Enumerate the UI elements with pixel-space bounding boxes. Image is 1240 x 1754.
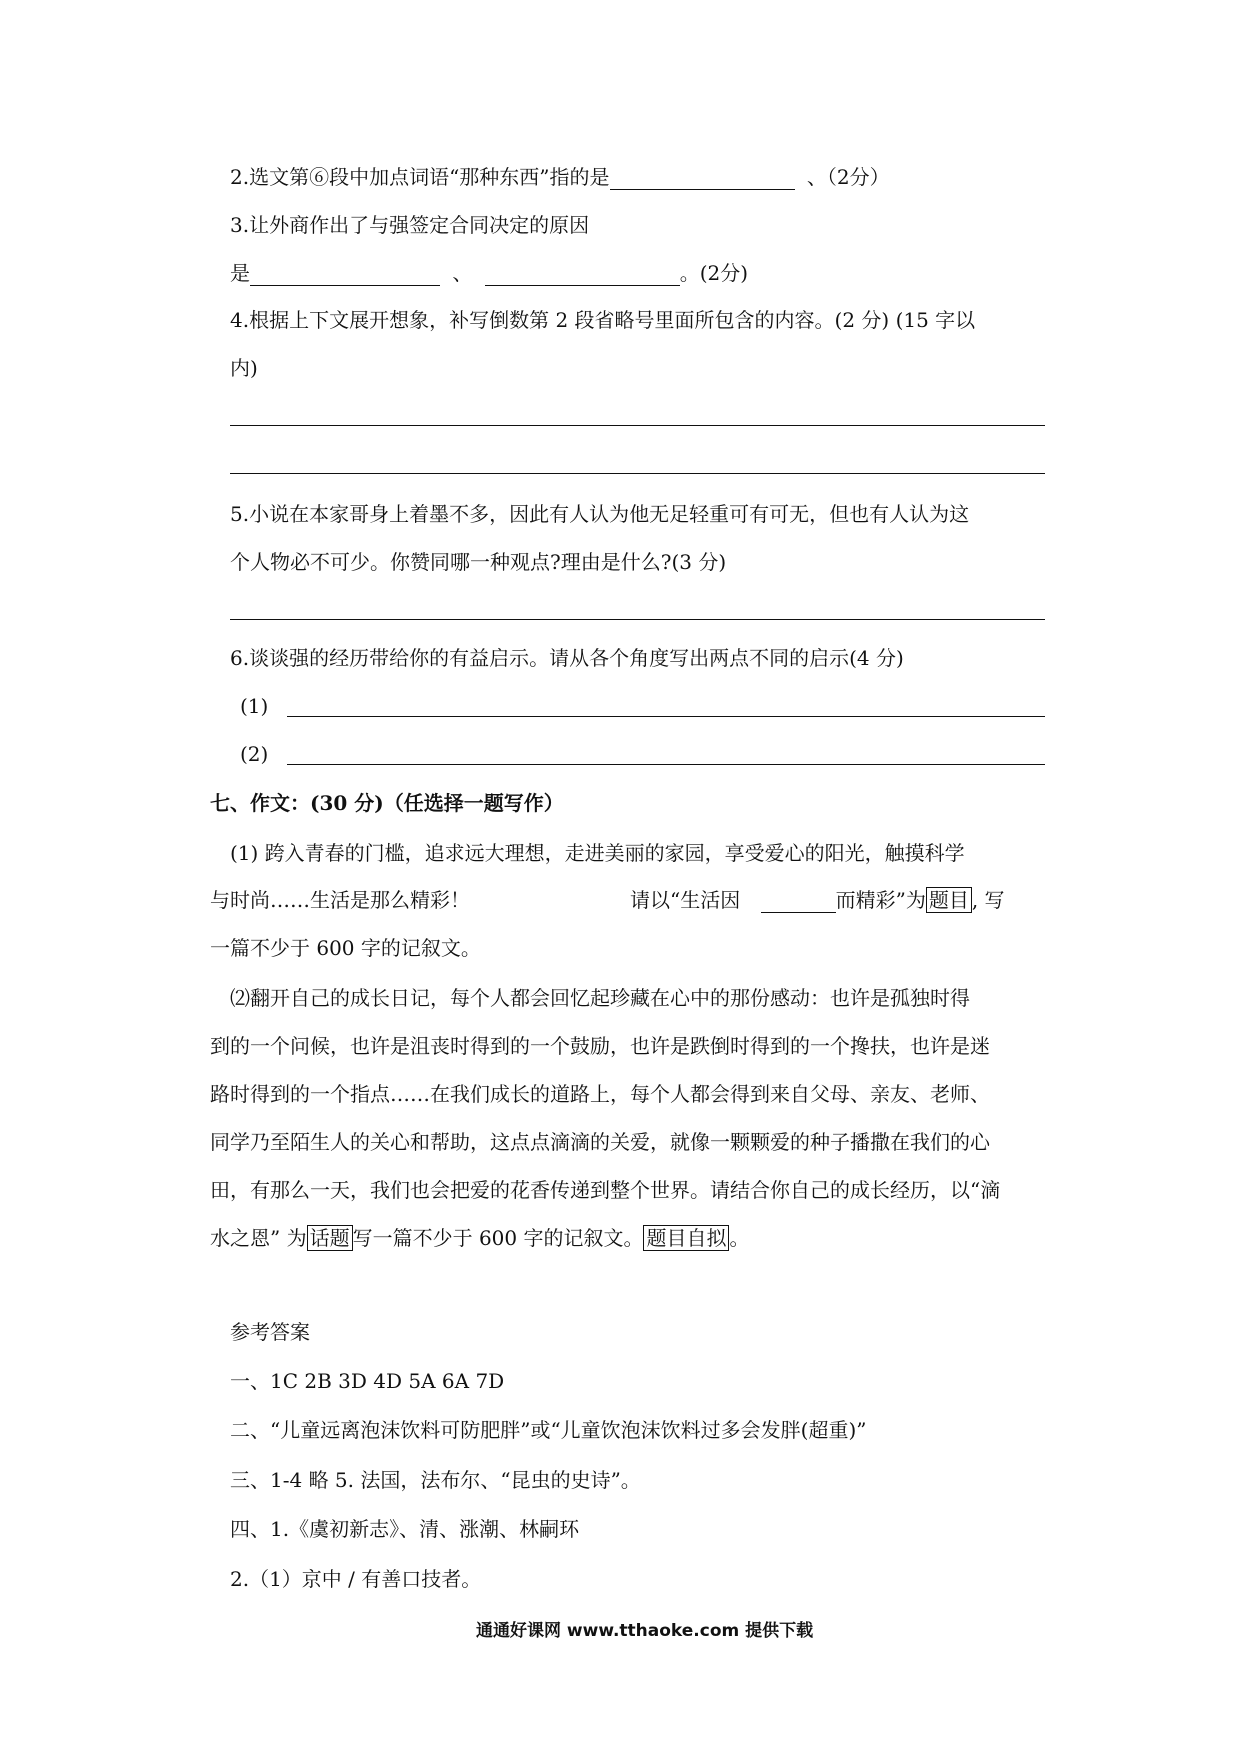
answer-blank[interactable] (761, 890, 836, 913)
essay-title-prompt-end: 而精彩”为 (835, 888, 926, 912)
question-6-item1-label: (1) (240, 694, 269, 718)
answer-line[interactable] (287, 716, 1045, 717)
essay-option-1-line2-right (630, 887, 1005, 913)
essay-option-2-line1: ⑵翻开自己的成长日记，每个人都会回忆起珍藏在心中的那份感动：也许是孤独时得 (230, 986, 970, 1010)
essay-option-2-line5: 田，有那么一天，我们也会把爱的花香传递到整个世界。请结合你自己的成长经历，以“滴 (210, 1178, 1001, 1202)
answer-blank[interactable] (250, 263, 440, 286)
essay-option-2-line3: 路时得到的一个指点……在我们成长的道路上，每个人都会得到来自父母、亲友、老师、 (210, 1082, 990, 1106)
answer-line[interactable] (230, 473, 1045, 474)
essay-option-1-line1: (1) 跨入青春的门槛，追求远大理想，走进美丽的家园，享受爱心的阳光，触摸科学 (230, 841, 965, 865)
essay-option-2-line4: 同学乃至陌生人的关心和帮助，这点点滴滴的关爱，就像一颗颗爱的种子播撒在我们的心 (210, 1130, 990, 1154)
answer-line-1: 一、1C 2B 3D 4D 5A 6A 7D (230, 1369, 505, 1393)
boxed-keyword-title: 题目 (926, 887, 972, 913)
boxed-keyword-self-title: 题目自拟 (643, 1225, 729, 1251)
essay-option-1-line3: 一篇不少于 600 字的记叙文。 (210, 936, 481, 960)
question-6-item2-label: (2) (240, 742, 269, 766)
answer-line-4: 四、1.《虞初新志》、清、涨潮、林嗣环 (230, 1517, 580, 1541)
essay-option-2-line2: 到的一个问候，也许是沮丧时得到的一个鼓励，也许是跌倒时得到的一个搀扶，也许是迷 (210, 1034, 990, 1058)
question-3-separator: 、 (452, 261, 473, 285)
answer-line[interactable] (230, 425, 1045, 426)
question-3-line2 (230, 260, 748, 286)
page-footer: 通通好课网 www.tthaoke.com 提供下载 (476, 1621, 814, 1641)
essay-topic-end: 。 (729, 1226, 750, 1250)
section-7-heading: 七、作文：(30 分)（任选择一题写作） (210, 791, 564, 815)
answer-line-2: 二、“儿童远离泡沫饮料可防肥胖”或“儿童饮泡沫饮料过多会发胖(超重)” (230, 1418, 867, 1442)
boxed-keyword-topic: 话题 (307, 1225, 353, 1251)
essay-option-1-text: 与时尚……生活是那么精彩！ (210, 888, 470, 912)
essay-title-prompt-tail: , 写 (971, 888, 1005, 912)
question-2-suffix: 、（2分） (806, 165, 890, 189)
question-4-line2: 内) (230, 356, 258, 380)
question-3-line1: 3.让外商作出了与强签定合同决定的原因 (230, 213, 590, 237)
answer-line[interactable] (287, 764, 1045, 765)
question-5-line1: 5.小说在本家哥身上着墨不多，因此有人认为他无足轻重可有可无，但也有人认为这 (230, 502, 970, 526)
question-2 (230, 164, 890, 190)
question-6-line1: 6.谈谈强的经历带给你的有益启示。请从各个角度写出两点不同的启示(4 分) (230, 646, 904, 670)
answer-line-3: 三、1-4 略 5. 法国，法布尔、“昆虫的史诗”。 (230, 1468, 641, 1492)
essay-topic-prefix: 水之恩” 为 (210, 1226, 307, 1250)
question-4-line1: 4.根据上下文展开想象，补写倒数第 2 段省略号里面所包含的内容。(2 分) (15 字以 (230, 308, 976, 332)
question-2-text: 2.选文第⑥段中加点词语“那种东西”指的是 (230, 165, 610, 189)
answer-line-5: 2.（1）京中 / 有善口技者。 (230, 1567, 482, 1591)
essay-topic-text: 写一篇不少于 600 字的记叙文。 (352, 1226, 644, 1250)
essay-option-1-line2 (210, 887, 470, 913)
question-5-line2: 个人物必不可少。你赞同哪一种观点?理由是什么?(3 分) (230, 550, 727, 574)
question-3-suffix: 。(2分) (679, 261, 749, 285)
question-3-prefix: 是 (230, 261, 250, 285)
answer-blank[interactable] (485, 263, 680, 286)
answer-blank[interactable] (610, 167, 795, 190)
answers-title: 参考答案 (230, 1320, 310, 1344)
answer-line[interactable] (230, 619, 1045, 620)
essay-option-2-line6 (210, 1225, 749, 1251)
essay-title-prompt: 请以“生活因 (630, 888, 741, 912)
